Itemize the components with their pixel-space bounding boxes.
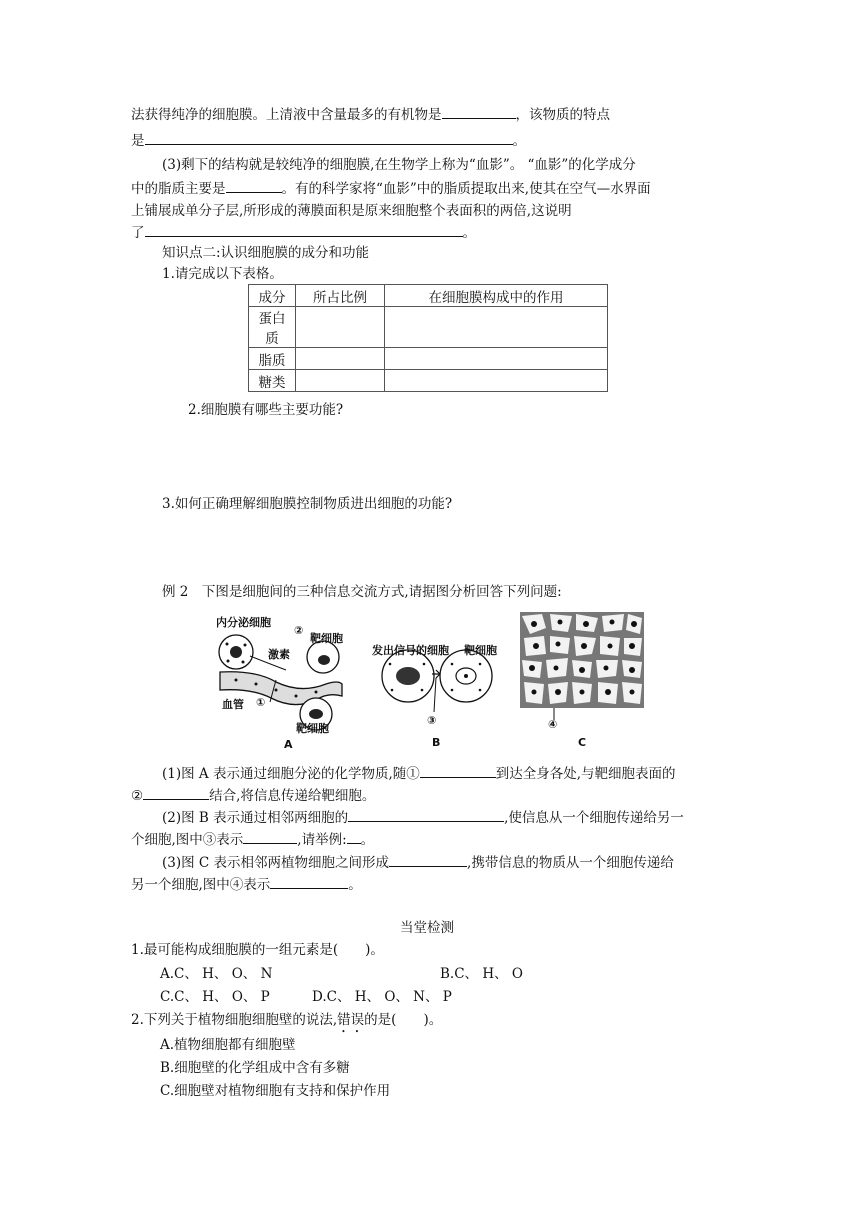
option-c[interactable]: C.C、 H、 O、 P — [160, 989, 270, 1005]
answer-blank[interactable] — [389, 852, 467, 867]
label-circle-2: ② — [294, 624, 304, 637]
text-line — [162, 852, 674, 873]
option-b[interactable]: B.细胞壁的化学组成中含有多糖 — [160, 1060, 350, 1076]
table-cell-input[interactable] — [385, 348, 608, 370]
answer-blank[interactable] — [270, 874, 348, 889]
text-segment: ,请举例: — [297, 832, 347, 848]
text-segment: 到达全身各处,与靶细胞表面的 — [495, 766, 676, 782]
table-cell-input[interactable] — [385, 307, 608, 348]
label-target-cell: 靶细胞 — [310, 632, 343, 645]
answer-blank[interactable] — [226, 178, 282, 193]
text-segment: ,使信息从一个细胞传递给另一 — [504, 810, 684, 826]
components-table — [248, 284, 608, 392]
text-line — [131, 785, 375, 806]
label-target-cell: 靶细胞 — [296, 722, 329, 735]
text-line — [131, 104, 729, 125]
label-hormone: 激素 — [268, 648, 290, 661]
table-row — [249, 307, 608, 348]
text-segment: 。 — [512, 133, 526, 149]
answer-blank[interactable] — [145, 130, 513, 145]
table-cell-input[interactable] — [296, 307, 385, 348]
section-heading: 当堂检测 — [400, 920, 454, 936]
question: 1.请完成以下表格。 — [162, 266, 283, 282]
text-line — [162, 763, 676, 784]
text-line — [131, 222, 476, 243]
text-segment: 是 — [131, 133, 145, 149]
table-header: 在细胞膜构成中的作用 — [385, 285, 608, 307]
table-cell: 糖类 — [249, 370, 296, 392]
text-segment: ,携带信息的物质从一个细胞传递给 — [467, 855, 674, 871]
answer-blank[interactable] — [243, 829, 297, 844]
figure-c — [520, 612, 644, 750]
text-segment: (2)图 B 表示通过相邻两细胞的 — [162, 810, 349, 826]
text-line — [131, 874, 362, 895]
figure-b — [372, 612, 502, 750]
figure-c-pointer — [520, 708, 644, 728]
text-segment: 结合,将信息传递给靶细胞。 — [209, 788, 376, 804]
table-cell-input[interactable] — [385, 370, 608, 392]
table-header: 成分 — [249, 285, 296, 307]
label-signal-cell: 发出信号的细胞 — [372, 644, 449, 657]
table-cell: 脂质 — [249, 348, 296, 370]
text-segment: 中的脂质主要是 — [131, 181, 226, 197]
label-circle-1: ① — [256, 696, 266, 709]
option-b[interactable]: B.C、 H、 O — [440, 966, 523, 982]
text-segment: 个细胞,图中③表示 — [131, 832, 244, 848]
answer-blank[interactable] — [442, 104, 516, 119]
panel-label-c: C — [578, 736, 587, 749]
question: 2.细胞膜有哪些主要功能? — [188, 402, 344, 418]
label-circle-4: ④ — [548, 718, 558, 731]
answer-blank[interactable] — [348, 807, 504, 822]
text-segment: 。有的科学家将“血影”中的脂质提取出来,使其在空气—水界面 — [281, 181, 651, 197]
figure-c-micrograph — [520, 612, 644, 708]
text-segment: 。 — [360, 832, 375, 848]
table-cell-input[interactable] — [296, 348, 385, 370]
question: 1.最可能构成细胞膜的一组元素是( )。 — [131, 942, 384, 958]
question — [131, 1010, 442, 1036]
table-cell-input[interactable] — [296, 370, 385, 392]
text-line — [131, 178, 651, 199]
label-blood-vessel: 血管 — [222, 698, 244, 711]
table-header: 所占比例 — [296, 285, 385, 307]
text-segment: 法获得纯净的细胞膜。上清液中含量最多的有机物是 — [131, 107, 442, 123]
text-line — [162, 807, 684, 828]
label-circle-3: ③ — [427, 714, 437, 727]
text-segment: 另一个细胞,图中④表示 — [131, 877, 271, 893]
example-title: 例 2 下图是细胞间的三种信息交流方式,请据图分析回答下列问题: — [162, 584, 562, 600]
option-c[interactable]: C.细胞壁对植物细胞有支持和保护作用 — [160, 1083, 391, 1099]
panel-label-a: A — [284, 738, 293, 751]
text-segment: (1)图 A 表示通过细胞分泌的化学物质,随① — [162, 766, 420, 782]
figure-a — [216, 612, 346, 750]
answer-blank[interactable] — [347, 829, 361, 844]
text-segment: 2.下列关于植物细胞细胞壁的说法, — [131, 1012, 338, 1028]
section-heading: 知识点二:认识细胞膜的成分和功能 — [162, 245, 370, 261]
text-segment: (3)图 C 表示相邻两植物细胞之间形成 — [162, 855, 390, 871]
text-segment: 。 — [348, 877, 362, 893]
question: 3.如何正确理解细胞膜控制物质进出细胞的功能? — [162, 496, 453, 512]
emphasis-text: 错误 — [337, 1012, 365, 1028]
answer-blank[interactable] — [420, 763, 496, 778]
option-a[interactable]: A.C、 H、 O、 N — [160, 966, 273, 982]
panel-label-b: B — [432, 736, 441, 749]
option-a[interactable]: A.植物细胞都有细胞壁 — [160, 1037, 296, 1053]
text-segment: ，该物质的特点 — [515, 107, 610, 123]
text-line — [131, 130, 526, 151]
text-line: 上铺展成单分子层,所形成的薄膜面积是原来细胞整个表面积的两倍,这说明 — [131, 203, 572, 219]
table-cell: 蛋白质 — [249, 307, 296, 348]
figure-b-drawing — [372, 612, 502, 750]
label-target-cell: 靶细胞 — [464, 644, 497, 657]
label-endocrine-cell: 内分泌细胞 — [216, 616, 271, 629]
option-d[interactable]: D.C、 H、 O、 N、 P — [312, 989, 452, 1005]
text-segment: 。 — [462, 225, 476, 241]
answer-blank[interactable] — [145, 222, 463, 237]
text-segment: 的是( )。 — [364, 1012, 443, 1028]
text-segment: ② — [131, 788, 144, 804]
text-line — [131, 829, 374, 850]
text-line: (3)剩下的结构就是较纯净的细胞膜,在生物学上称为“血影”。 “血影”的化学成分 — [162, 157, 636, 173]
text-segment: 了 — [131, 225, 145, 241]
answer-blank[interactable] — [143, 785, 209, 800]
table-header-row — [249, 285, 608, 307]
table-row — [249, 348, 608, 370]
table-row — [249, 370, 608, 392]
